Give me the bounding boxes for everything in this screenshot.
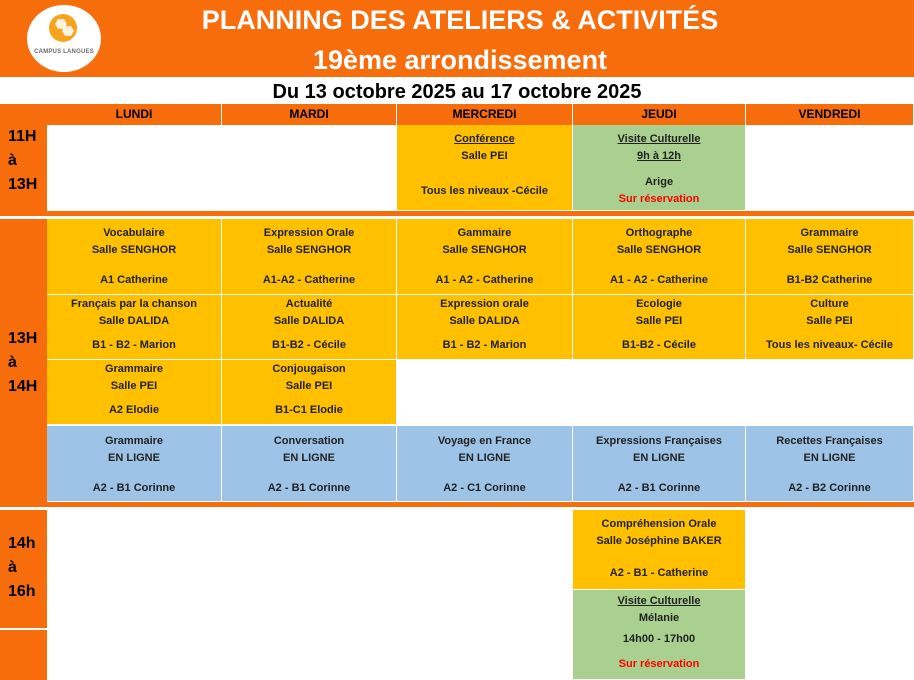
time-sep: à (8, 559, 17, 576)
activity-level: B1-B2 - Cécile (622, 339, 696, 351)
day-header-mercredi: MERCREDI (397, 104, 573, 125)
activity-title: Conférence (454, 133, 515, 145)
activity-title: Expressions Françaises (596, 435, 722, 447)
page-subtitle: 19ème arrondissement (312, 45, 608, 75)
activity-room: Salle SENGHOR (266, 244, 352, 256)
activity-level: B1-B2 Catherine (786, 274, 873, 286)
activity-room: Salle DALIDA (449, 315, 520, 327)
time-start: 11H (8, 128, 37, 145)
logo (27, 5, 101, 72)
activity-midday-mercredi (397, 219, 573, 295)
activity-level: A2 - B2 Corinne (788, 482, 871, 494)
activity-room: EN LIGNE (633, 452, 685, 464)
activity-level: A2 Elodie (108, 404, 160, 416)
activity-level: Tous les niveaux -Cécile (421, 185, 548, 197)
activity-midday-lundi (47, 219, 222, 295)
activity-room: EN LIGNE (458, 452, 511, 464)
activity-room: EN LIGNE (803, 452, 856, 464)
activity-room: Salle DALIDA (273, 315, 345, 327)
activity-online-mercredi (397, 426, 573, 502)
page-title: PLANNING DES ATELIERS & ACTIVITÉS (201, 5, 719, 35)
activity-title: Grammaire (104, 363, 164, 375)
activity-title: Conjougaison (272, 363, 346, 375)
time-slot-extra (0, 630, 47, 680)
activity-level: B1 - B2 - Marion (92, 339, 176, 351)
activity-title: Grammaire (800, 227, 859, 239)
activity-title: Expression orale (440, 298, 529, 310)
activity-midday-mardi (222, 219, 397, 295)
activity-title: Conversation (273, 435, 345, 447)
activity-title: Ecologie (636, 298, 682, 310)
activity-title: Actualité (285, 298, 333, 310)
time-sep: à (8, 152, 17, 169)
activity-room: Salle PEI (285, 380, 333, 392)
activity-level: A2 - B1 Corinne (267, 482, 351, 494)
activity-room: Salle SENGHOR (91, 244, 177, 256)
time-end: 13H (8, 176, 38, 193)
time-slot-midday (0, 219, 47, 502)
activity-guide: Arige (644, 176, 674, 188)
day-header-mardi: MARDI (222, 104, 397, 125)
activity-level: A1 Catherine (100, 274, 168, 286)
reservation-note: Sur réservation (618, 193, 700, 205)
activity-level: A2 - B1 Corinne (92, 482, 176, 494)
activity-midday-vendredi-2 (746, 295, 914, 360)
activity-level: B1 - B2 - Marion (442, 339, 527, 351)
activity-midday-jeudi-2 (573, 295, 746, 360)
activity-level: B1-C1 Elodie (275, 404, 343, 416)
activity-title: Orthographe (625, 227, 693, 239)
activity-morning-mercredi (397, 125, 573, 211)
activity-midday-jeudi (573, 219, 746, 295)
activity-level: B1-B2 - Cécile (272, 339, 346, 351)
logo-text: CAMPUS LANGUES (34, 49, 94, 55)
activity-level: A1 - A2 - Catherine (435, 274, 534, 286)
activity-midday-mardi-3 (222, 360, 397, 425)
activity-room: Salle PEI (461, 150, 508, 162)
activity-midday-mercredi-2 (397, 295, 573, 360)
day-header-jeudi: JEUDI (573, 104, 746, 125)
activity-level: A1 - A2 - Catherine (609, 274, 708, 286)
activity-room: Salle SENGHOR (442, 244, 527, 256)
activity-title: Visite Culturelle (617, 133, 701, 145)
time-start: 13H (8, 330, 38, 347)
activity-room: Salle PEI (635, 315, 683, 327)
activity-room: EN LIGNE (108, 452, 160, 464)
activity-level: A2 - B1 Corinne (617, 482, 701, 494)
activity-midday-vendredi (746, 219, 914, 295)
activity-afternoon-jeudi-2 (573, 590, 746, 680)
activity-title: Expression Orale (263, 227, 355, 239)
reservation-note: Sur réservation (618, 658, 700, 670)
corner-cell (0, 104, 47, 125)
activity-room: Salle DALIDA (98, 315, 170, 327)
time-start: 14h (8, 535, 36, 552)
activity-title: Compréhension Orale (601, 518, 717, 530)
activity-title: Visite Culturelle (617, 595, 701, 607)
time-sep: à (8, 354, 17, 371)
activity-midday-lundi-2 (47, 295, 222, 360)
activity-room: Salle PEI (806, 315, 853, 327)
activity-midday-mardi-2 (222, 295, 397, 360)
time-end: 14H (8, 378, 38, 395)
activity-room: Salle SENGHOR (616, 244, 702, 256)
activity-afternoon-jeudi (573, 510, 746, 590)
activity-level: A2 - B1 - Catherine (609, 567, 709, 579)
activity-level: A2 - C1 Corinne (443, 482, 526, 494)
day-header-lundi: LUNDI (47, 104, 222, 125)
activity-online-vendredi (746, 426, 914, 502)
activity-room: EN LIGNE (283, 452, 335, 464)
activity-morning-jeudi (573, 125, 746, 211)
activity-room: Salle Joséphine BAKER (596, 535, 722, 547)
time-end: 16h (8, 583, 36, 600)
activity-midday-lundi-3 (47, 360, 222, 425)
time-slot-afternoon (0, 510, 47, 628)
activity-time: 14h00 - 17h00 (622, 633, 696, 645)
logo-icon (48, 13, 78, 43)
activity-online-mardi (222, 426, 397, 502)
activity-title: Gammaire (457, 227, 512, 239)
activity-level: Tous les niveaux- Cécile (766, 339, 893, 351)
activity-title: Grammaire (104, 435, 164, 447)
activity-online-lundi (47, 426, 222, 502)
row-separator (0, 211, 914, 216)
day-header-vendredi: VENDREDI (746, 104, 914, 125)
activity-title: Français par la chanson (71, 298, 197, 310)
activity-title: Recettes Françaises (776, 435, 883, 447)
date-range: Du 13 octobre 2025 au 17 octobre 2025 (272, 81, 642, 103)
activity-guide: Mélanie (638, 612, 680, 624)
activity-room: Salle SENGHOR (787, 244, 872, 256)
activity-title: Vocabulaire (103, 227, 165, 239)
row-separator (0, 502, 914, 507)
activity-title: Culture (810, 298, 849, 310)
activity-title: Voyage en France (437, 435, 532, 447)
activity-room: Salle PEI (110, 380, 158, 392)
activity-level: A1-A2 - Catherine (262, 274, 356, 286)
activity-online-jeudi (573, 426, 746, 502)
time-slot-morning (0, 125, 47, 211)
activity-time: 9h à 12h (636, 150, 682, 162)
